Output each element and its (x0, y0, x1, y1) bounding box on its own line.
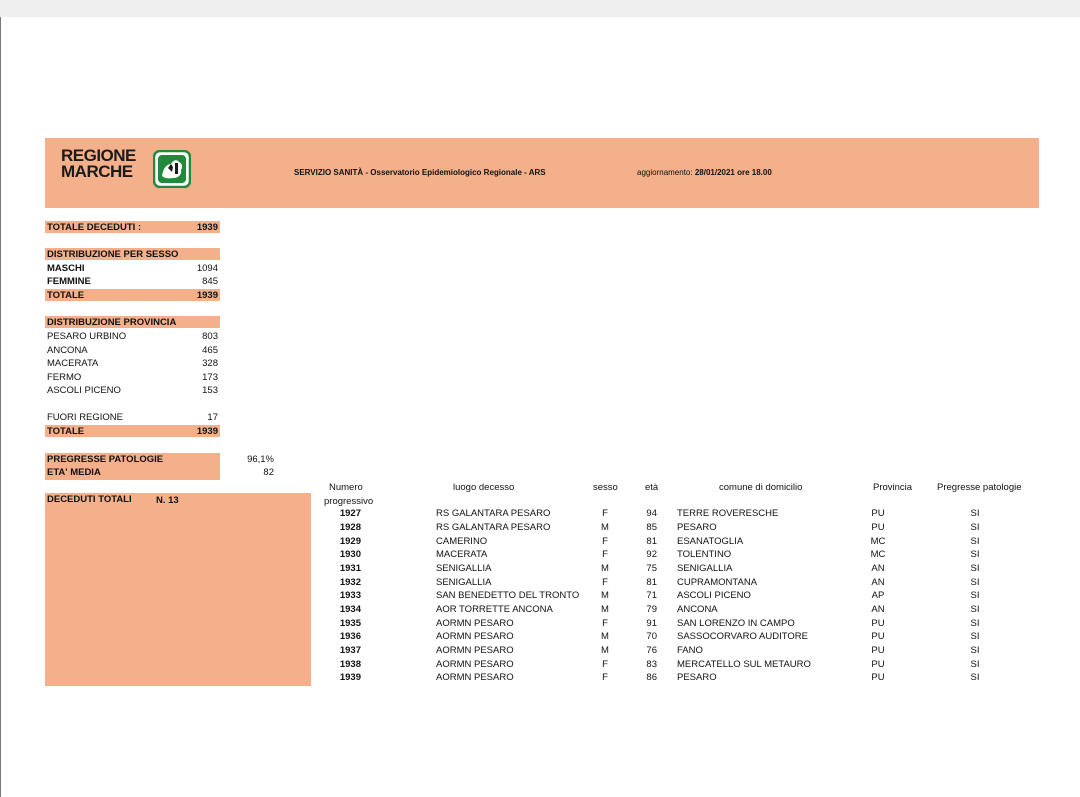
regione-marche-emblem-icon (153, 150, 191, 188)
cell-patologie: SI (970, 631, 980, 642)
cell-provincia: PU (871, 508, 885, 519)
table-row (0, 645, 1080, 659)
deceduti-totali-value: N. 13 (156, 495, 179, 506)
provincia-row-label: FERMO (47, 372, 82, 383)
sesso-title: DISTRIBUZIONE PER SESSO (47, 249, 179, 260)
cell-numero: 1934 (339, 604, 361, 615)
cell-provincia: PU (871, 522, 885, 533)
totale-deceduti-value: 1939 (196, 222, 218, 233)
cell-luogo: MACERATA (436, 549, 488, 560)
table-row (0, 659, 1080, 673)
cell-comune: ANCONA (677, 604, 718, 615)
provincia-row-value: 803 (202, 331, 218, 342)
cell-eta: 91 (646, 618, 657, 629)
cell-numero: 1937 (339, 645, 361, 656)
header-provincia: Provincia (873, 482, 913, 493)
cell-provincia: MC (870, 549, 886, 560)
cell-patologie: SI (970, 508, 980, 519)
update-value: 28/01/2021 ore 18.00 (694, 168, 772, 177)
cell-sesso: M (601, 631, 609, 642)
cell-sesso: F (602, 508, 608, 519)
cell-comune: PESARO (677, 522, 717, 533)
cell-comune: SENIGALLIA (677, 563, 733, 574)
cell-numero: 1927 (339, 508, 361, 519)
header-progressivo: progressivo (324, 496, 374, 507)
provincia-row-value: 173 (202, 372, 218, 383)
cell-sesso: F (602, 618, 608, 629)
cell-eta: 70 (646, 631, 657, 642)
cell-numero: 1939 (339, 672, 361, 683)
cell-eta: 83 (646, 659, 657, 670)
header-numero: Numero (329, 482, 363, 493)
cell-luogo: AORMN PESARO (436, 618, 514, 629)
logo-line-1: REGIONE (61, 146, 136, 165)
cell-patologie: SI (970, 645, 980, 656)
cell-eta: 86 (646, 672, 657, 683)
cell-provincia: AP (871, 590, 885, 601)
logo-text (61, 148, 136, 180)
table-row (0, 577, 1080, 591)
cell-luogo: AORMN PESARO (436, 672, 514, 683)
cell-numero: 1929 (339, 536, 361, 547)
provincia-row-label: PESARO URBINO (47, 331, 127, 342)
provincia-row-label: ASCOLI PICENO (47, 385, 121, 396)
header-luogo-decesso: luogo decesso (453, 482, 515, 493)
cell-sesso: F (602, 659, 608, 670)
cell-eta: 81 (646, 536, 657, 547)
provincia-title: DISTRIBUZIONE PROVINCIA (47, 317, 177, 328)
cell-eta: 85 (646, 522, 657, 533)
cell-numero: 1935 (339, 618, 361, 629)
cell-numero: 1938 (339, 659, 361, 670)
cell-patologie: SI (970, 549, 980, 560)
cell-comune: ASCOLI PICENO (677, 590, 751, 601)
cell-provincia: PU (871, 618, 885, 629)
cell-provincia: PU (871, 631, 885, 642)
cell-luogo: AORMN PESARO (436, 659, 514, 670)
cell-luogo: AOR TORRETTE ANCONA (436, 604, 553, 615)
cell-patologie: SI (970, 590, 980, 601)
cell-eta: 79 (646, 604, 657, 615)
cell-luogo: RS GALANTARA PESARO (436, 508, 551, 519)
cell-sesso: M (601, 590, 609, 601)
table-row (0, 536, 1080, 550)
table-row (0, 563, 1080, 577)
eta-media-value: 82 (263, 467, 274, 478)
table-row (0, 522, 1080, 536)
provincia-total-label: TOTALE (47, 426, 85, 437)
cell-luogo: SAN BENEDETTO DEL TRONTO (436, 590, 580, 601)
cell-provincia: MC (870, 536, 886, 547)
cell-comune: SASSOCORVARO AUDITORE (677, 631, 808, 642)
cell-sesso: F (602, 672, 608, 683)
cell-luogo: RS GALANTARA PESARO (436, 522, 551, 533)
provincia-row-value: 328 (202, 358, 218, 369)
cell-comune: PESARO (677, 672, 717, 683)
cell-numero: 1936 (339, 631, 361, 642)
pregresse-value: 96,1% (247, 454, 274, 465)
cell-numero: 1928 (339, 522, 361, 533)
service-title: SERVIZIO SANITÀ - Osservatorio Epidemiologico Regionale - ARS (294, 168, 546, 177)
cell-comune: SAN LORENZO IN CAMPO (677, 618, 795, 629)
cell-patologie: SI (970, 659, 980, 670)
cell-eta: 81 (646, 577, 657, 588)
cell-provincia: PU (871, 645, 885, 656)
table-row (0, 618, 1080, 632)
cell-provincia: AN (871, 604, 885, 615)
sesso-row-femmine-label: FEMMINE (47, 276, 91, 287)
cell-comune: TOLENTINO (677, 549, 732, 560)
cell-numero: 1930 (339, 549, 361, 560)
cell-eta: 92 (646, 549, 657, 560)
cell-sesso: M (601, 522, 609, 533)
cell-patologie: SI (970, 536, 980, 547)
cell-eta: 75 (646, 563, 657, 574)
cell-luogo: AORMN PESARO (436, 631, 514, 642)
cell-numero: 1931 (339, 563, 361, 574)
table-row (0, 672, 1080, 686)
cell-comune: TERRE ROVERESCHE (677, 508, 779, 519)
cell-comune: MERCATELLO SUL METAURO (677, 659, 811, 670)
cell-sesso: M (601, 604, 609, 615)
sesso-row-maschi-value: 1094 (196, 263, 218, 274)
table-row (0, 604, 1080, 618)
provincia-row-label: MACERATA (47, 358, 99, 369)
viewer-top-bar (0, 0, 1080, 17)
cell-provincia: AN (871, 563, 885, 574)
sesso-row-maschi-label: MASCHI (47, 263, 85, 274)
eta-media-label: ETA' MEDIA (47, 467, 101, 478)
cell-luogo: SENIGALLIA (436, 577, 492, 588)
cell-luogo: CAMERINO (436, 536, 488, 547)
cell-eta: 94 (646, 508, 657, 519)
cell-luogo: AORMN PESARO (436, 645, 514, 656)
table-row (0, 508, 1080, 522)
provincia-total-value: 1939 (196, 426, 218, 437)
provincia-row-label: ANCONA (47, 345, 88, 356)
cell-eta: 76 (646, 645, 657, 656)
sesso-total-label: TOTALE (47, 290, 85, 301)
update-prefix: aggiornamento: (637, 168, 695, 177)
cell-provincia: PU (871, 672, 885, 683)
header-comune: comune di domicilio (719, 482, 803, 493)
sesso-row-femmine-value: 845 (202, 276, 218, 287)
cell-provincia: AN (871, 577, 885, 588)
totale-deceduti-label: TOTALE DECEDUTI : (47, 222, 142, 233)
cell-patologie: SI (970, 522, 980, 533)
regione-marche-logo (61, 148, 201, 196)
fuori-regione-value: 17 (207, 412, 218, 423)
report-header (45, 138, 1039, 208)
cell-patologie: SI (970, 563, 980, 574)
cell-patologie: SI (970, 672, 980, 683)
table-row (0, 549, 1080, 563)
update-info (637, 168, 772, 177)
cell-sesso: M (601, 645, 609, 656)
fuori-regione-label: FUORI REGIONE (47, 412, 124, 423)
deceduti-totali-label: DECEDUTI TOTALI (47, 494, 132, 505)
provincia-row-value: 465 (202, 345, 218, 356)
cell-comune: ESANATOGLIA (677, 536, 744, 547)
cell-sesso: F (602, 577, 608, 588)
cell-sesso: M (601, 563, 609, 574)
header-eta: età (645, 482, 659, 493)
cell-sesso: F (602, 536, 608, 547)
table-row (0, 631, 1080, 645)
cell-numero: 1933 (339, 590, 361, 601)
cell-provincia: PU (871, 659, 885, 670)
cell-patologie: SI (970, 618, 980, 629)
cell-patologie: SI (970, 604, 980, 615)
cell-comune: CUPRAMONTANA (677, 577, 758, 588)
cell-luogo: SENIGALLIA (436, 563, 492, 574)
sesso-total-value: 1939 (196, 290, 218, 301)
cell-sesso: F (602, 549, 608, 560)
logo-line-2: MARCHE (61, 162, 133, 181)
provincia-row-value: 153 (202, 385, 218, 396)
cell-comune: FANO (677, 645, 703, 656)
table-row (0, 590, 1080, 604)
header-sesso: sesso (593, 482, 618, 493)
header-pregresse-patologie: Pregresse patologie (937, 482, 1022, 493)
cell-eta: 71 (646, 590, 657, 601)
pregresse-label: PREGRESSE PATOLOGIE (47, 454, 164, 465)
cell-patologie: SI (970, 577, 980, 588)
cell-numero: 1932 (339, 577, 361, 588)
